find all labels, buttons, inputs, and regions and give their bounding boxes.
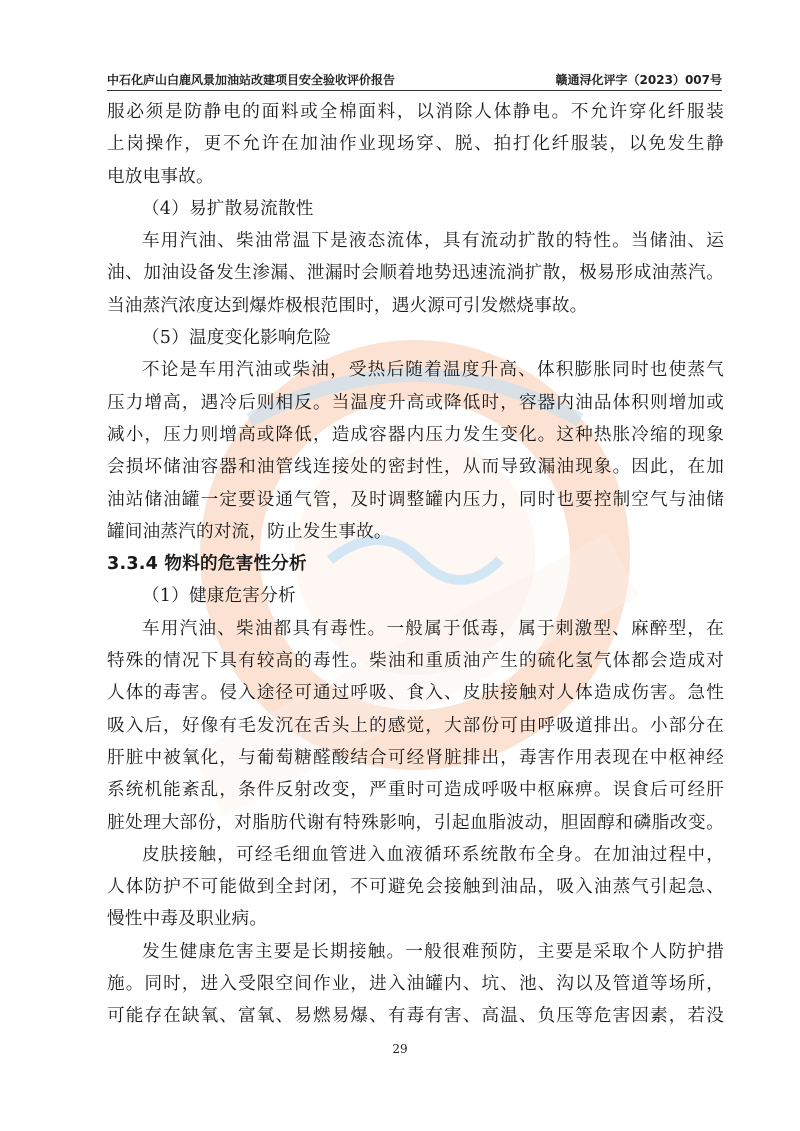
- text-line: 车用汽油、柴油常温下是液态流体，具有流动扩散的特性。当储油、运: [142, 231, 724, 252]
- text-line: 上岗操作，更不允许在加油作业现场穿、脱、拍打化纤服装，以免发生静: [107, 134, 724, 155]
- text-line: 特殊的情况下具有较高的毒性。柴油和重质油产生的硫化氢气体都会造成对: [107, 651, 724, 672]
- text-line: 罐间油蒸汽的对流，防止发生事故。: [107, 521, 392, 542]
- text-line: 可能存在缺氧、富氧、易燃易爆、有毒有害、高温、负压等危害因素，若没: [107, 1006, 724, 1027]
- page-number: 29: [392, 1042, 408, 1056]
- text-line: 肝脏中被氧化，与葡萄糖醛酸结合可经肾脏排出，毒害作用表现在中枢神经: [107, 747, 724, 768]
- text-line: 皮肤接触，可经毛细血管进入血液循环系统散布全身。在加油过程中，: [142, 844, 724, 865]
- text-line: 发生健康危害主要是长期接触。一般很难预防，主要是采取个人防护措: [142, 941, 724, 962]
- text-line: 当油蒸汽浓度达到爆炸极根范围时，遇火源可引发燃烧事故。: [107, 295, 588, 316]
- text-line: 人体防护不可能做到全封闭，不可避免会接触到油品，吸入油蒸气引起急、: [107, 877, 724, 898]
- text-line: 会损坏储油容器和油管线连接处的密封性，从而导致漏油现象。因此，在加: [107, 457, 724, 478]
- body-text: [107, 96, 724, 1033]
- header-divider: [107, 90, 722, 91]
- text-line: 油、加油设备发生渗漏、泄漏时会顺着地势迅速流淌扩散，极易形成油蒸汽。: [107, 263, 724, 284]
- text-line: 车用汽油、柴油都具有毒性。一般属于低毒，属于刺激型、麻醉型，在: [142, 618, 724, 639]
- text-line: 电放电事故。: [107, 166, 214, 187]
- text-line: 减小，压力则增高或降低，造成容器内压力发生变化。这种热胀冷缩的现象: [107, 424, 724, 445]
- text-line: 油站储油罐一定要设通气管，及时调整罐内压力，同时也要控制空气与油储: [107, 489, 724, 510]
- text-line: 不论是车用汽油或柴油，受热后随着温度升高、体积膨胀同时也使蒸气: [142, 360, 724, 381]
- report-title: 中石化庐山白鹿风景加油站改建项目安全验收评价报告: [107, 73, 396, 87]
- text-line: 吸入后，好像有毛发沉在舌头上的感觉，大部份可由呼吸道排出。小部分在: [107, 715, 724, 736]
- text-line: 慢性中毒及职业病。: [107, 909, 268, 930]
- text-line: 压力增高，遇冷后则相反。当温度升高或降低时，容器内油品体积则增加或: [107, 392, 724, 413]
- text-line: 系统机能紊乱，条件反射改变，严重时可造成呼吸中枢麻痹。误食后可经肝: [107, 780, 724, 801]
- subheading: （1）健康危害分析: [142, 586, 296, 607]
- document-number: 赣通浔化评字（2023）007号: [555, 73, 722, 87]
- subheading: （5）温度变化影响危险: [142, 328, 332, 349]
- text-line: 服必须是防静电的面料或全棉面料，以消除人体静电。不允许穿化纤服装: [107, 102, 724, 122]
- text-line: 人体的毒害。侵入途径可通过呼吸、食入、皮肤接触对人体造成伤害。急性: [107, 683, 724, 704]
- text-line: 脏处理大部份，对脂肪代谢有特殊影响，引起血脂波动，胆固醇和磷脂改变。: [107, 812, 724, 833]
- subheading: （4）易扩散易流散性: [142, 198, 314, 219]
- page-header: [107, 68, 722, 88]
- text-line: 施。同时，进入受限空间作业，进入油罐内、坑、池、沟以及管道等场所，: [107, 974, 724, 995]
- section-heading: 3.3.4 物料的危害性分析: [107, 554, 307, 575]
